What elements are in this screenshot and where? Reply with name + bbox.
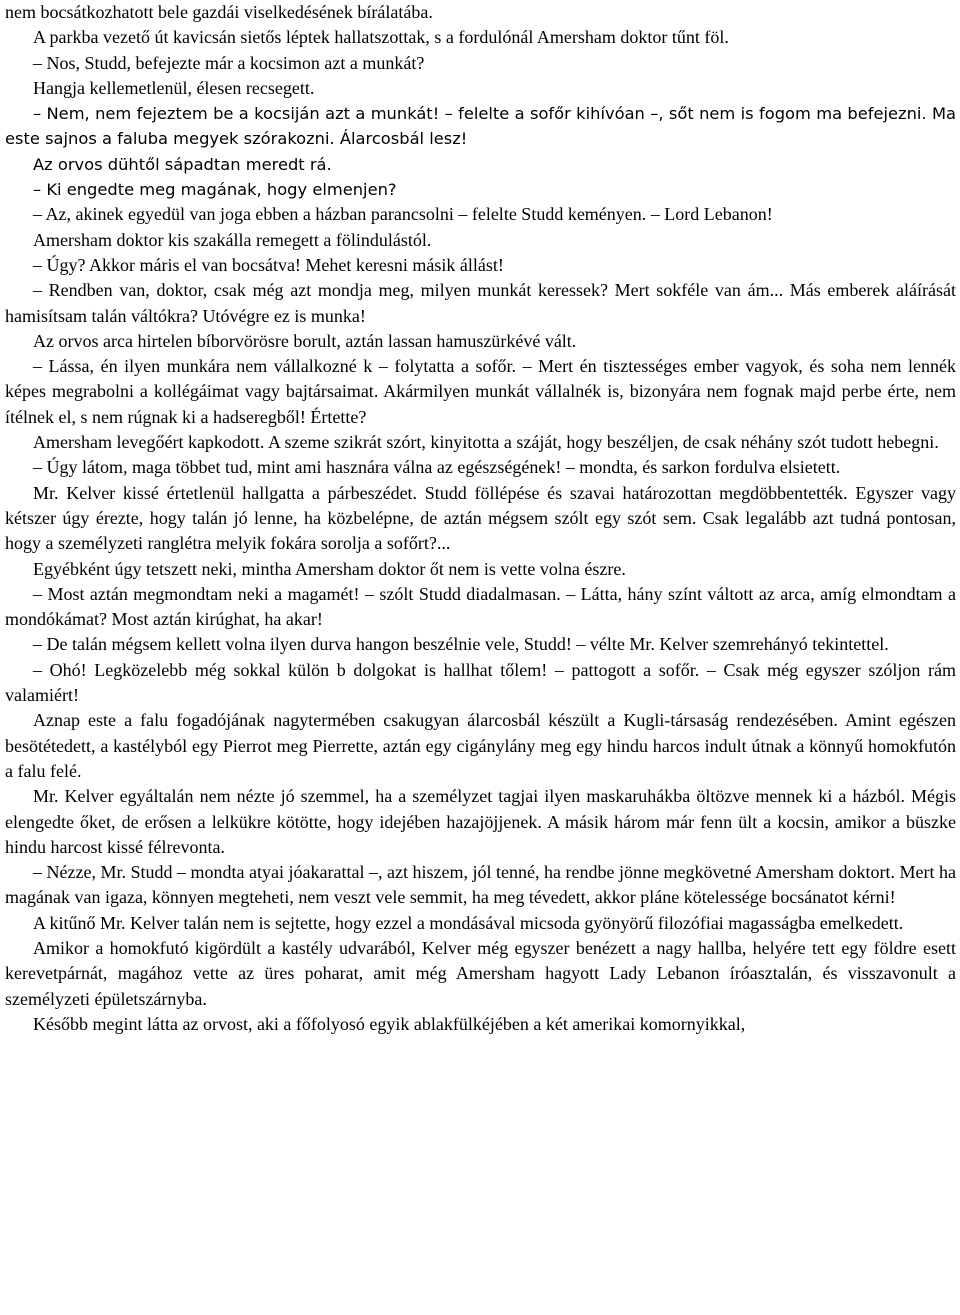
paragraph-23: – Nézze, Mr. Studd – mondta atyai jóakarattal –, azt hiszem, jól tenné, ha rendbe jönne megkövetné Amersham doktort. Mert ha magának van igaza, könnyen megteheti, nem veszt vele semmit, ha meg tévedett, akkor pláne kötelessége bocsánatot kérni! [5, 862, 956, 908]
paragraph-8: – Az, akinek egyedül van joga ebben a házban parancsolni – felelte Studd keményen. – Lord Lebanon! [33, 204, 773, 225]
paragraph-20: – Ohó! Legközelebb még sokkal külön b dolgokat is hallhat tőlem! – pattogott a sofőr. – Csak még egyszer szóljon rám valamiért! [5, 659, 956, 706]
paragraph-16: Mr. Kelver kissé értetlenül hallgatta a párbeszédet. Studd föllépése és szavai határozottan megdöbbentették. Egyszer vagy kétszer úgy érezte, hogy talán jó lenne, ha közbelépne, de aztán mégsem szólt egy szót sem. Csak legalább azt tudná pontosan, hogy a személyzeti ranglétra melyik fokára sorolja a sofőrt?... [5, 482, 956, 554]
paragraph-1: nem bocsátkozhatott bele gazdái viselkedésének bírálatába. [5, 2, 433, 22]
paragraph-22: Mr. Kelver egyáltalán nem nézte jó szemmel, ha a személyzet tagjai ilyen maskaruhákba öltözve mennek ki a házból. Mégis elengedte őket, de erősen a lelkükre kötötte, hogy idejében hazajöjjenek. A másik három már fenn ült a kocsin, amikor a büszke hindu harcost kissé félrevonta. [5, 786, 956, 857]
paragraph-9: Amersham doktor kis szakálla remegett a fölindulástól. [33, 229, 432, 250]
paragraph-11: – Rendben van, doktor, csak még azt mondja meg, milyen munkát keressek? Mert sokféle van ám... Más emberek aláírását hamisítsam talán váltókra? Utóvégre ez is munka! [5, 280, 956, 326]
paragraph-15: – Úgy látom, maga többet tud, mint ami hasznára válna az egészségének! – mondta, és sarkon fordulva elsietett. [33, 457, 841, 478]
paragraph-13: – Lássa, én ilyen munkára nem vállalkozné k – folytatta a sofőr. – Mert én tisztességes ember vagyok, és soha nem lennék képes megrabolni a kollégáimat vagy bajtársaimat. Akármilyen munkát vállalnék is, bizonyára nem fognak majd perbe érte, nem ítélnek el, s nem rúgnak ki a hadseregből! Értette? [5, 356, 956, 427]
paragraph-2: A parkba vezető út kavicsán sietős léptek hallatszottak, s a fordulónál Amersham doktor tűnt föl. [33, 27, 729, 48]
paragraph-5: – Nem, nem fejeztem be a kocsiján azt a munkát! – felelte a sofőr kihívóan –, sőt nem is fogom ma befejezni. Ma este sajnos a faluba megyek szórakozni. Álarcosbál lesz! [5, 104, 956, 149]
paragraph-7: – Ki engedte meg magának, hogy elmenjen? [33, 180, 397, 200]
paragraph-18: – Most aztán megmondtam neki a magamét! – szólt Studd diadalmasan. – Látta, hány színt váltott az arca, amíg elmondtam a mondókámat? Most aztán kirúghat, ha akar! [5, 583, 956, 630]
paragraph-24: A kitűnő Mr. Kelver talán nem is sejtette, hogy ezzel a mondásával micsoda gyönyörű filozófiai magasságba emelkedett. [33, 912, 904, 933]
paragraph-26: Később megint látta az orvost, aki a főfolyosó egyik ablakfülkéjében a két amerikai komornyikkal, [33, 1013, 746, 1034]
paragraph-12: Az orvos arca hirtelen bíborvörösre borult, aztán lassan hamuszürkévé vált. [33, 330, 577, 351]
paragraph-4: Hangja kellemetlenül, élesen recsegett. [33, 77, 315, 98]
paragraph-6: Az orvos dühtől sápadtan meredt rá. [33, 154, 332, 174]
paragraph-21: Aznap este a falu fogadójának nagytermében csakugyan álarcosbál készült a Kugli-társaság rendezésében. Amint egészen besötétedett, a kastélyból egy Pierrot meg Pierrette, aztán egy cigánylány meg egy hindu harcos indult útnak a könnyű homokfutón a falu felé. [5, 710, 956, 781]
paragraph-10: – Úgy? Akkor máris el van bocsátva! Mehet keresni másik állást! [33, 254, 504, 275]
paragraph-3: – Nos, Studd, befejezte már a kocsimon azt a munkát? [33, 52, 425, 73]
paragraph-19: – De talán mégsem kellett volna ilyen durva hangon beszélnie vele, Studd! – vélte Mr. Kelver szemrehányó tekintettel. [33, 634, 889, 655]
paragraph-17: Egyébként úgy tetszett neki, mintha Amersham doktor őt nem is vette volna észre. [33, 558, 626, 579]
paragraph-25: Amikor a homokfutó kigördült a kastély udvarából, Kelver még egyszer benézett a nagy hallba, helyére tett egy földre esett kerevetpárnát, magához vette az üres poharat, amit még Amersham hagyott Lady Lebanon íróasztalán, és visszavonult a személyzeti épületszárnyba. [5, 937, 956, 1009]
paragraph-14: Amersham levegőért kapkodott. A szeme szikrát szórt, kinyitotta a száját, hogy beszéljen, de csak néhány szót tudott hebegni. [33, 432, 939, 453]
